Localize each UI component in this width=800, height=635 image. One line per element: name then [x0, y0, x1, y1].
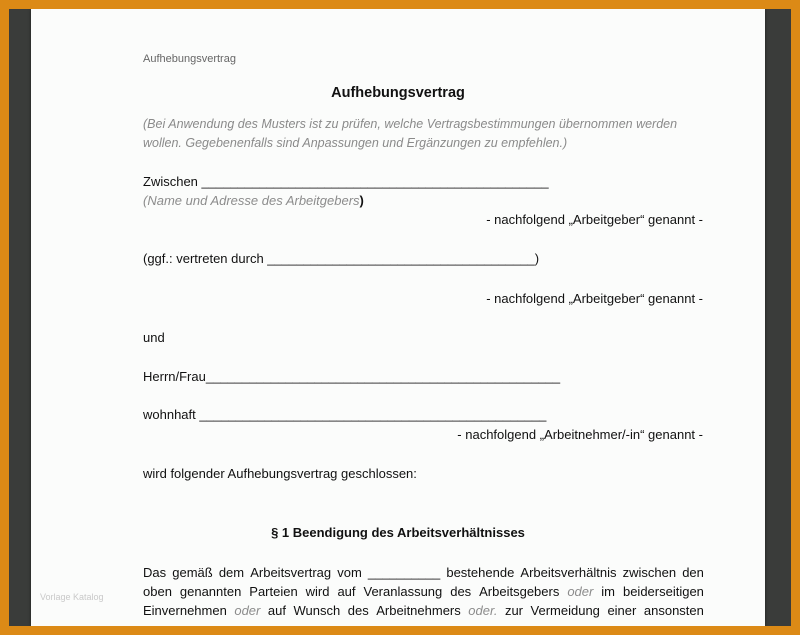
document-page	[31, 9, 765, 626]
watermark-text: Vorlage Katalog	[40, 592, 104, 602]
employee-address-line: wohnhaft ________________________________________________	[143, 407, 547, 422]
employer-designation-1: - nachfolgend „Arbeitgeber“ genannt -	[486, 212, 703, 227]
und-text: und	[143, 330, 165, 345]
page-header: Aufhebungsvertrag	[143, 53, 236, 65]
employee-name-line: Herrn/Frau_________________________________________________	[143, 369, 561, 384]
usage-note-line-1: (Bei Anwendung des Musters ist zu prüfen, welche Vertragsbestimmungen übernommen werden	[143, 117, 678, 131]
employee-designation: - nachfolgend „Arbeitnehmer/-in“ genannt -	[457, 427, 703, 442]
contract-concluded-text: wird folgender Aufhebungsvertrag geschlossen:	[143, 466, 417, 481]
zwischen-line: Zwischen ________________________________________________	[143, 174, 549, 189]
section-1-title: § 1 Beendigung des Arbeitsverhältnisses	[271, 525, 525, 540]
paragraph-line-1: Das gemäß dem Arbeitsvertrag vom __________ bestehende Arbeitsverhältnis zwischen den	[143, 565, 704, 580]
document-viewer[interactable]	[9, 9, 791, 626]
represented-by-line: (ggf.: vertreten durch _____________________________________)	[143, 251, 540, 266]
paragraph-line-3: Einvernehmen oder auf Wunsch des Arbeitnehmers oder. zur Vermeidung einer ansonsten	[143, 603, 704, 618]
employer-designation-2: - nachfolgend „Arbeitgeber“ genannt -	[486, 291, 703, 306]
paragraph-line-2: oben genannten Parteien wird auf Veranlassung des Arbeitsgebers oder im beiderseitigen	[143, 584, 704, 599]
employer-hint: (Name und Adresse des Arbeitgebers)	[143, 193, 364, 208]
document-title: Aufhebungsvertrag	[331, 85, 465, 101]
usage-note-line-2: wollen. Gegebenenfalls sind Anpassungen und Ergänzungen zu empfehlen.)	[143, 136, 568, 150]
